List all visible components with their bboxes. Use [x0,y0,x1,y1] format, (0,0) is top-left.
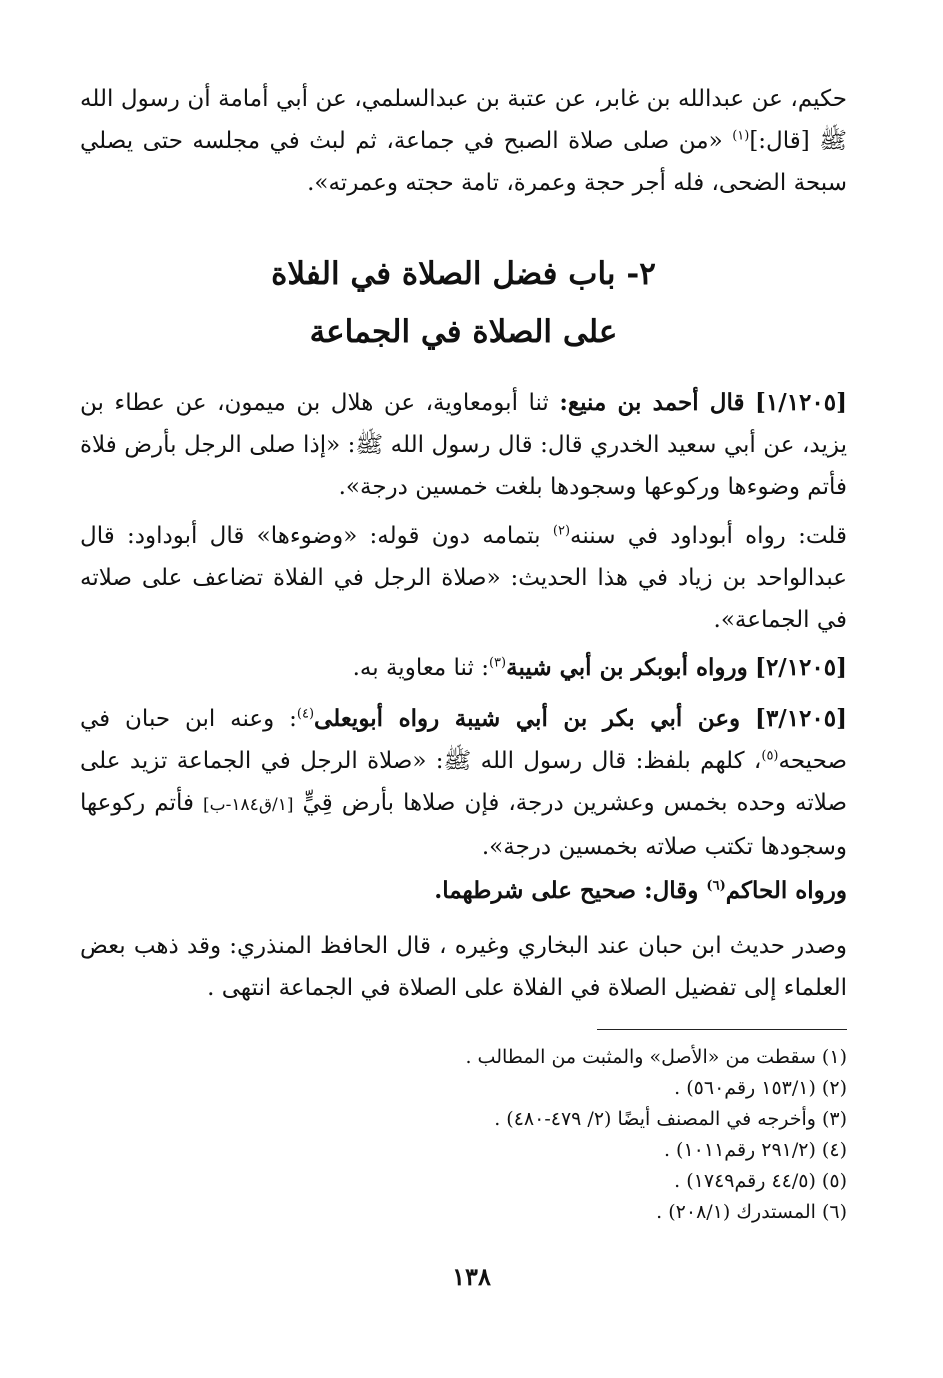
hadith-paragraph-1 [80,382,847,508]
narrator-lead: قال أحمد بن منيع: [559,389,745,416]
footnote-marker: (٦) [706,878,726,894]
manuscript-folio-reference: [١/ق١٨٤-ب] [203,795,294,815]
paragraph-text: فأتم ركوعها وسجودها تكتب صلاته بخمسين درجة». [80,790,847,860]
commentary-paragraph [80,515,847,641]
hadith-paragraph-2 [80,647,847,689]
footnote-item: (١) سقطت من «الأصل» والمثبت من المطالب . [465,1046,847,1068]
footnote-item: (٦) المستدرك (٢٠٨/١) . [656,1201,847,1223]
footnote-divider [597,1029,847,1030]
paragraph-text: بتمامه دون قوله: «وضوءها» قال أبوداود: قال عبدالواحد بن زياد في هذا الحديث: «صلاة الرجل في الفلاة تضاعف على صلاته في الجماعة». [80,523,847,633]
footnotes-list [80,1042,847,1228]
hadith-paragraph-3 [80,698,847,868]
hadith-reference: [٣/١٢٠٥] [755,705,847,732]
paragraph-text: وقال: صحيح على شرطهما. [434,877,699,904]
footnote-marker: (٣) [488,655,507,671]
narrator-lead: ورواه أبوبكر بن أبي شيبة [506,654,748,681]
footnote-marker: (٥) [761,748,779,764]
paragraph-text: قلت: رواه أبوداود في سننه [570,523,848,549]
hadith-reference: [١/١٢٠٥] [755,389,847,416]
paragraph-body: ثنا أبومعاوية، عن هلال بن ميمون، عن عطاء بن يزيد، عن أبي سعيد الخدري قال: قال رسول الله ﷺ: «إذا صلى الرجل بأرض فلاة فأتم وضوءها وركوعها وسجودها بلغت خمسين درجة». [80,390,847,500]
closing-paragraph: وصدر حديث ابن حبان عند البخاري وغيره ، قال الحافظ المنذري: وقد ذهب بعض العلماء إلى تفضيل الصلاة في الفلاة على الصلاة في الجماعة انتهى . [80,933,847,1001]
page-number: ١٣٨ [452,1262,491,1291]
chapter-heading-line2: على الصلاة في الجماعة [309,314,618,350]
footnote-item: (٣) وأخرجه في المصنف أيضًا (٢/ ٤٧٩-٤٨٠) . [494,1108,847,1130]
paragraph-text: : وعنه ابن حبان في صحيحه [80,706,847,774]
footnote-marker: (١) [732,128,750,144]
paragraph-body: : ثنا معاوية به. [352,655,489,681]
paragraph-text: ورواه الحاكم [725,877,847,904]
opening-quote: «من صلى صلاة الصبح في جماعة، ثم لبث في مجلسه حتى يصلي سبحة الضحى، فله أجر حجة وعمرة، تامة حجته وعمرته». [80,128,847,196]
hakim-paragraph [80,870,847,912]
opening-text: حكيم، عن عبدالله بن غابر، عن عتبة بن عبدالسلمي، عن أبي أمامة أن رسول الله ﷺ [قال:] [80,86,848,154]
chapter-heading-line1: ٢- باب فضل الصلاة في الفلاة [271,256,656,292]
footnote-marker: (٢) [552,523,571,539]
paragraph-text: ، كلهم بلفظ: قال رسول الله ﷺ: «صلاة الرجل في الجماعة تزيد على صلاته وحده بخمس وعشرين درجة، فإن صلاها بأرض قِيٍّ [80,748,847,816]
footnote-item: (٤) (٢٩١/٢ رقم١٠١١) . [663,1139,847,1161]
footnote-item: (٥) (٤٤/٥ رقم١٧٤٩) . [674,1170,847,1192]
footnote-marker: (٤) [296,706,315,722]
footnote-item: (٢) (١٥٣/١ رقم٥٦٠) . [674,1077,847,1099]
narrator-lead: وعن أبي بكر بن أبي شيبة رواه أبويعلى [314,705,741,732]
hadith-reference: [٢/١٢٠٥] [755,654,847,681]
opening-paragraph [80,78,847,204]
